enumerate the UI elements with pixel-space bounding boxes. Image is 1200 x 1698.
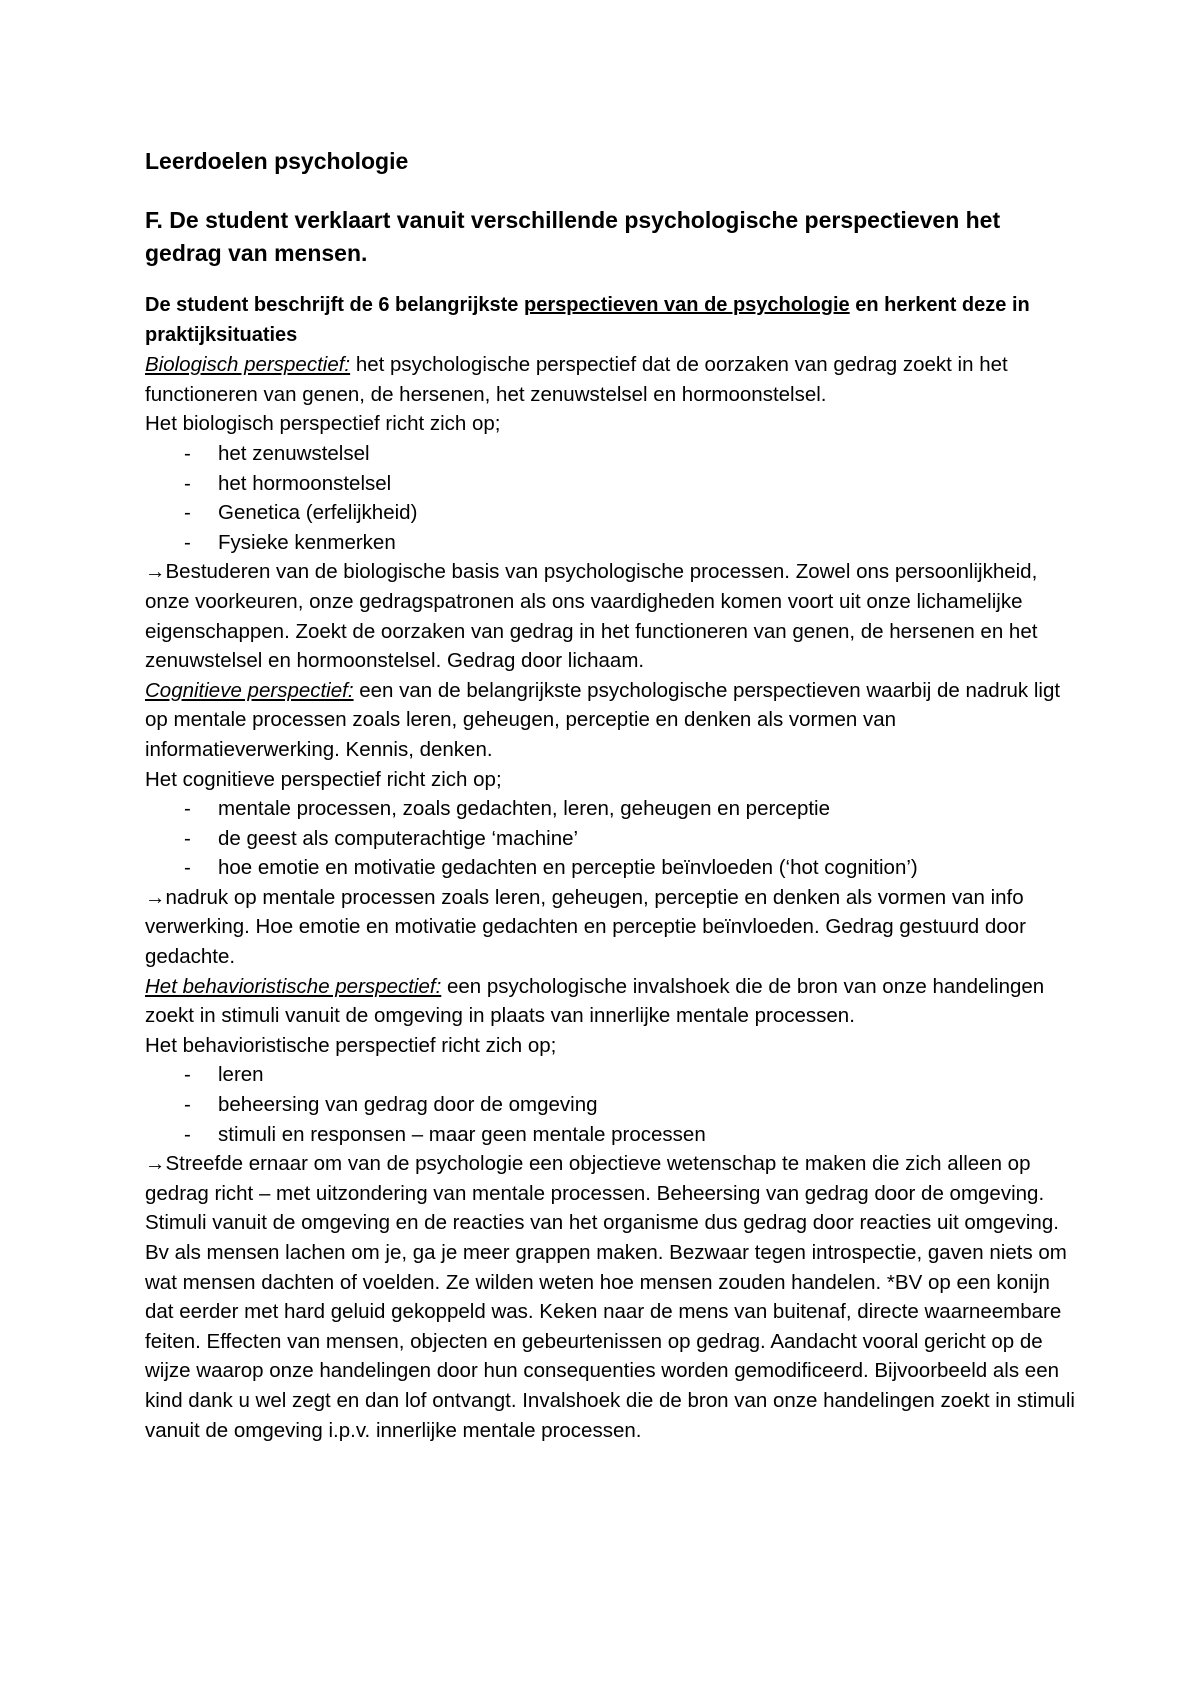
cognitive-definition-text: een van de belangrijkste psychologische perspectieven waarbij de nadruk ligt op mentale processen zoals leren, geheugen, perceptie en denken als vormen van informatieverwerking. Kennis, denken. xyxy=(145,678,1061,761)
biological-focus-intro: Het biologisch perspectief richt zich op; xyxy=(145,412,501,436)
behaviorist-focus-list xyxy=(145,1060,1075,1149)
list-item: - leren xyxy=(145,1060,1075,1090)
list-item: - het zenuwstelsel xyxy=(145,439,1075,469)
list-item: - Fysieke kenmerken xyxy=(145,528,1075,558)
document-title: Leerdoelen psychologie xyxy=(145,148,409,174)
list-item: - het hormoonstelsel xyxy=(145,469,1075,499)
list-item: - mentale processen, zoals gedachten, leren, geheugen en perceptie xyxy=(145,794,1075,824)
behaviorist-definition xyxy=(145,972,1075,1031)
behaviorist-focus-intro: Het behavioristische perspectief richt zich op; xyxy=(145,1033,557,1057)
learning-goal-heading: F. De student verklaart vanuit verschillende psychologische perspectieven het gedrag van mensen. xyxy=(145,207,1001,266)
list-item: - de geest als computerachtige ‘machine’ xyxy=(145,824,1075,854)
cognitive-summary: →nadruk op mentale processen zoals leren, geheugen, perceptie en denken als vormen van info verwerking. Hoe emotie en motivatie gedachten en perceptie beïnvloeden. Gedrag gestuurd door gedachte. xyxy=(145,885,1026,969)
list-item: - beheersing van gedrag door de omgeving xyxy=(145,1090,1075,1120)
cognitive-definition xyxy=(145,676,1075,765)
biological-term: Biologisch perspectief: xyxy=(145,353,351,377)
list-item: - hoe emotie en motivatie gedachten en perceptie beïnvloeden (‘hot cognition’) xyxy=(145,853,1075,883)
behaviorist-definition-text: een psychologische invalshoek die de bron van onze handelingen zoekt in stimuli vanuit de omgeving in plaats van innerlijke mentale processen. xyxy=(145,974,1045,1028)
list-item: - Genetica (erfelijkheid) xyxy=(145,498,1075,528)
cognitive-term: Cognitieve perspectief: xyxy=(145,678,354,702)
biological-summary: →Bestuderen van de biologische basis van psychologische processen. Zowel ons persoonlijkheid, onze voorkeuren, onze gedragspatronen als ons vaardigheden komen voort uit onze lichamelijke eigenschappen. Zoekt de oorzaken van gedrag in het functioneren van genen, de hersenen en het zenuwstelsel en hormoonstelsel. Gedrag door lichaam. xyxy=(145,560,1038,673)
subgoal-text-end: en herkent deze in praktijksituaties xyxy=(145,294,1030,346)
cognitive-focus-intro: Het cognitieve perspectief richt zich op; xyxy=(145,767,502,791)
behaviorist-summary: →Streefde ernaar om van de psychologie een objectieve wetenschap te maken die zich alleen op gedrag richt – met uitzondering van mentale processen. Beheersing van gedrag door de omgeving. Stimuli vanuit de omgeving en de reacties van het organisme dus gedrag door reacties uit omgeving. Bv als mensen lachen om je, ga je meer grappen maken. Bezwaar tegen introspectie, gaven niets om wat mensen dachten of voelden. Ze wilden weten hoe mensen zouden handelen. *BV op een konijn dat eerder met hard geluid gekoppeld was. Keken naar de mens van buitenaf, directe waarneembare feiten. Effecten van mensen, objecten en gebeurtenissen op gedrag. Aandacht vooral gericht op de wijze waarop onze handelingen door hun consequenties worden gemodificeerd. Bijvoorbeeld als een kind dank u wel zegt en dan lof ontvangt. Invalshoek die de bron van onze handelingen zoekt in stimuli vanuit de omgeving i.p.v. innerlijke mentale processen. xyxy=(145,1152,1075,1442)
list-item: - stimuli en responsen – maar geen mentale processen xyxy=(145,1120,1075,1150)
biological-focus-list xyxy=(145,439,1075,557)
cognitive-focus-list xyxy=(145,794,1075,883)
biological-definition xyxy=(145,350,1075,409)
subgoal-heading xyxy=(145,291,1075,350)
behaviorist-term: Het behavioristische perspectief: xyxy=(145,974,442,998)
subgoal-text-start: De student beschrijft de 6 belangrijkste xyxy=(145,294,524,316)
subgoal-underlined-text: perspectieven van de psychologie xyxy=(523,294,850,316)
biological-definition-text: het psychologische perspectief dat de oorzaken van gedrag zoekt in het functioneren van genen, de hersenen, het zenuwstelsel en hormoonstelsel. xyxy=(145,353,1008,406)
document-body xyxy=(145,146,1075,1445)
